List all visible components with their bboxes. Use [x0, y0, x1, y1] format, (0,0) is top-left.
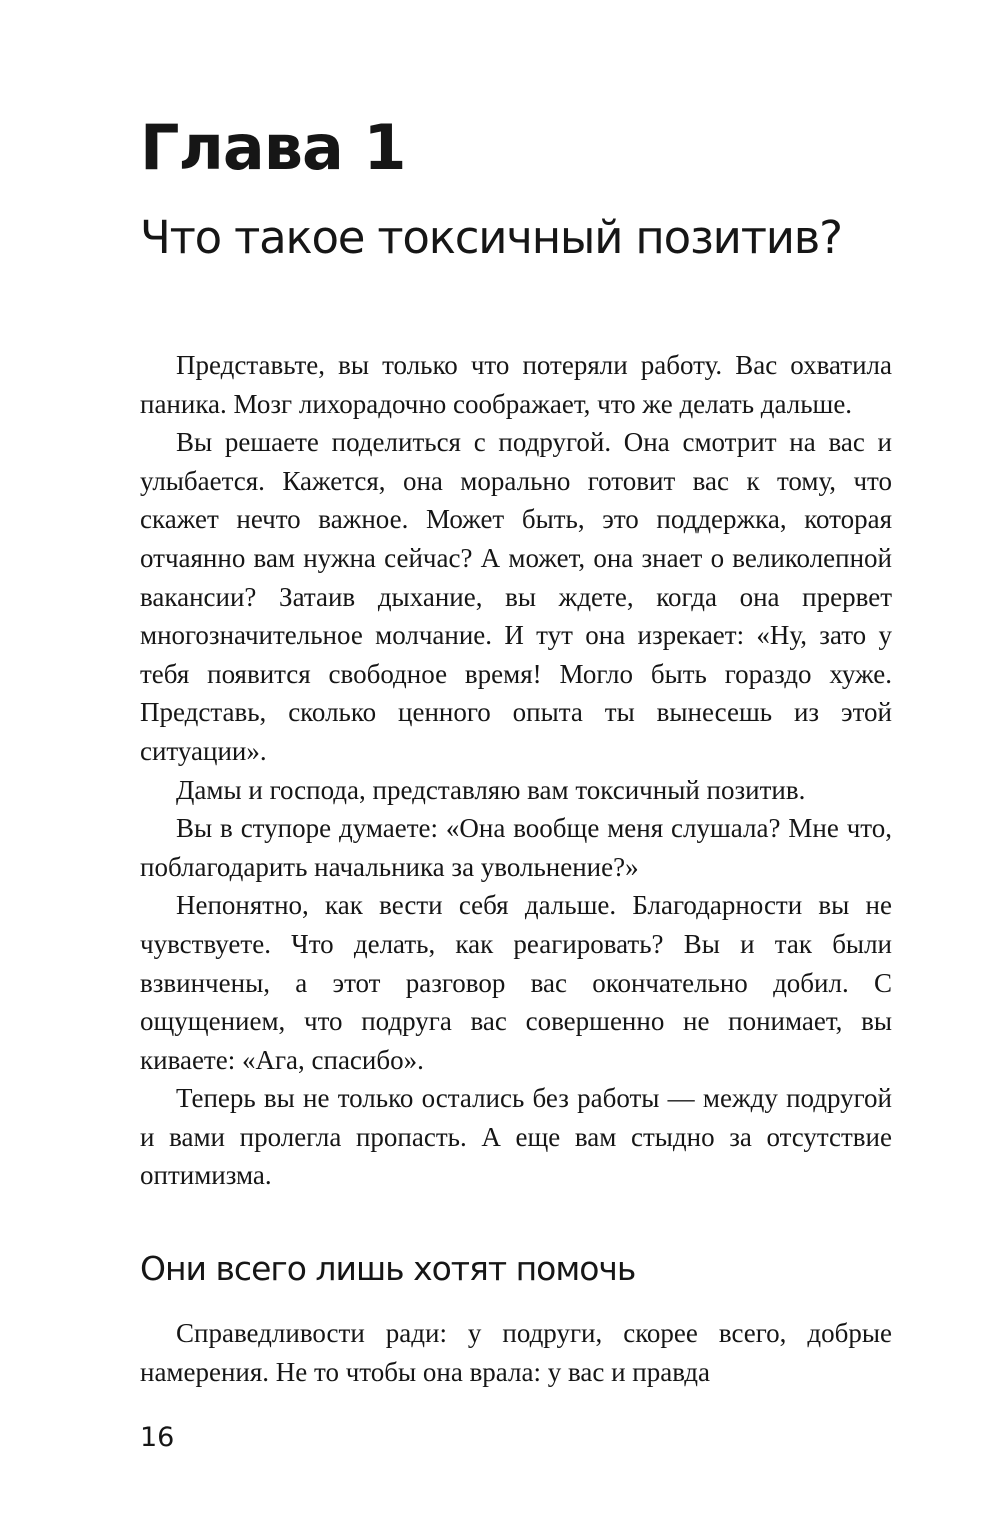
paragraph: Справедливости ради: у подруги, скорее всего, добрые намерения. Не то чтобы она врала: у вас и правда: [140, 1318, 892, 1387]
chapter-title: Что такое токсичный позитив?: [140, 211, 842, 264]
section-heading: Они всего лишь хотят помочь: [140, 1249, 636, 1288]
intro-body: [140, 346, 892, 1195]
paragraph: Вы в ступоре думаете: «Она вообще меня слушала? Мне что, поблагодарить начальника за увольнение?»: [140, 813, 892, 882]
paragraph: Непонятно, как вести себя дальше. Благодарности вы не чувствуете. Что делать, как реагировать? Вы и так были взвинчены, а этот разговор вас окончательно добил. С ощущением, что подруга вас совершенно не понимает, вы киваете: «Ага, спасибо».: [140, 890, 892, 1075]
paragraph: Вы решаете поделиться с подругой. Она смотрит на вас и улыбается. Кажется, она морально готовит вас к тому, что скажет нечто важное. Может быть, это поддержка, которая отчаянно вам нужна сейчас? А может, она знает о великолепной вакансии? Затаив дыхание, вы ждете, когда она прервет многозначительное молчание. И тут она изрекает: «Ну, зато у тебя появится свободное время! Могло быть гораздо хуже. Представь, сколько ценного опыта ты вынесешь из этой ситуации».: [140, 427, 892, 766]
page-number: 16: [140, 1422, 175, 1453]
paragraph: Дамы и господа, представляю вам токсичный позитив.: [176, 774, 806, 805]
section-body: [140, 1314, 892, 1391]
paragraph: Представьте, вы только что потеряли работу. Вас охватила паника. Мозг лихорадочно соображает, что же делать дальше.: [140, 350, 892, 419]
chapter-label: Глава 1: [140, 111, 406, 184]
paragraph: Теперь вы не только остались без работы — между подругой и вами пролегла пропасть. А еще вам стыдно за отсутствие оптимизма.: [140, 1083, 892, 1191]
